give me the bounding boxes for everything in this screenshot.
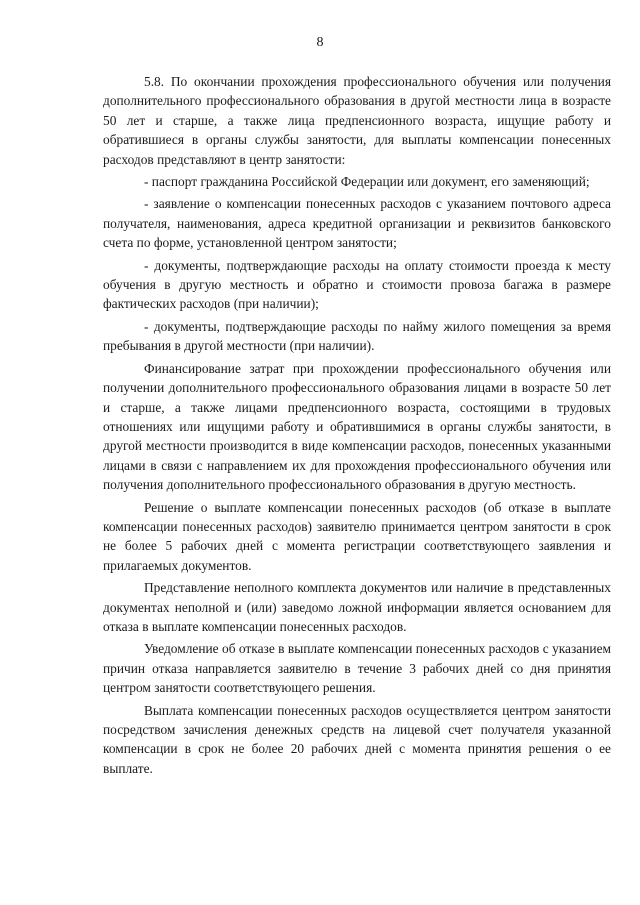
paragraph-financing: Финансирование затрат при прохождении профессионального обучения или получении дополнительного профессионального образования лицами в возрасте 50 лет и старше, а также лицами предпенсионного возраста, состоящими в трудовых отношениях или ищущими работу и обратившимися в органы службы занятости, в другой местности производится в виде компенсации расходов, понесенных указанными лицами в связи с направлением их для прохождения профессионального обучения или получения дополнительного профессионального образования в другую местность. [103, 360, 611, 493]
page-number: 8 [316, 35, 324, 50]
paragraph-refusal-notice: Уведомление об отказе в выплате компенсации понесенных расходов с указанием причин отказа направляется заявителю в течение 3 рабочих дней со дня принятия центром занятости соответствующего решения. [103, 641, 611, 696]
list-item-application: - заявление о компенсации понесенных расходов с указанием почтового адреса получателя, наименования, адреса кредитной организации и реквизитов банковского счета по форме, установленной центром занятости; [103, 196, 611, 251]
document-body [103, 72, 611, 781]
list-item-passport: - паспорт гражданина Российской Федерации или документ, его заменяющий; [144, 174, 590, 190]
list-item-travel-expenses: - документы, подтверждающие расходы на оплату стоимости проезда к месту обучения в другую местность и обратно и стоимости провоза багажа в размере фактических расходов (при наличии); [103, 257, 611, 312]
paragraph-refusal-grounds: Представление неполного комплекта документов или наличие в представленных документах неполной и (или) заведомо ложной информации является основанием для отказа в выплате компенсации понесенных расходов. [103, 580, 611, 634]
paragraph-decision: Решение о выплате компенсации понесенных расходов (об отказе в выплате компенсации понесенных расходов) заявителю принимается центром занятости в срок не более 5 рабочих дней с момента регистрации соответствующего заявления и прилагаемых документов. [103, 499, 611, 573]
paragraph-payment: Выплата компенсации понесенных расходов осуществляется центром занятости посредством зачисления денежных средств на лицевой счет получателя указанной компенсации в срок не более 20 рабочих дней с момента принятия решения о ее выплате. [103, 702, 611, 776]
paragraph-5-8-intro: 5.8. По окончании прохождения профессионального обучения или получения дополнительного профессионального образования в другой местности лица в возрасте 50 лет и старше, а также лица предпенсионного возраста, ищущие работу и обратившиеся в органы службы занятости, для выплаты компенсации понесенных расходов представляют в центр занятости: [103, 74, 611, 167]
list-item-housing-expenses: - документы, подтверждающие расходы по найму жилого помещения за время пребывания в другой местности (при наличии). [103, 318, 611, 354]
